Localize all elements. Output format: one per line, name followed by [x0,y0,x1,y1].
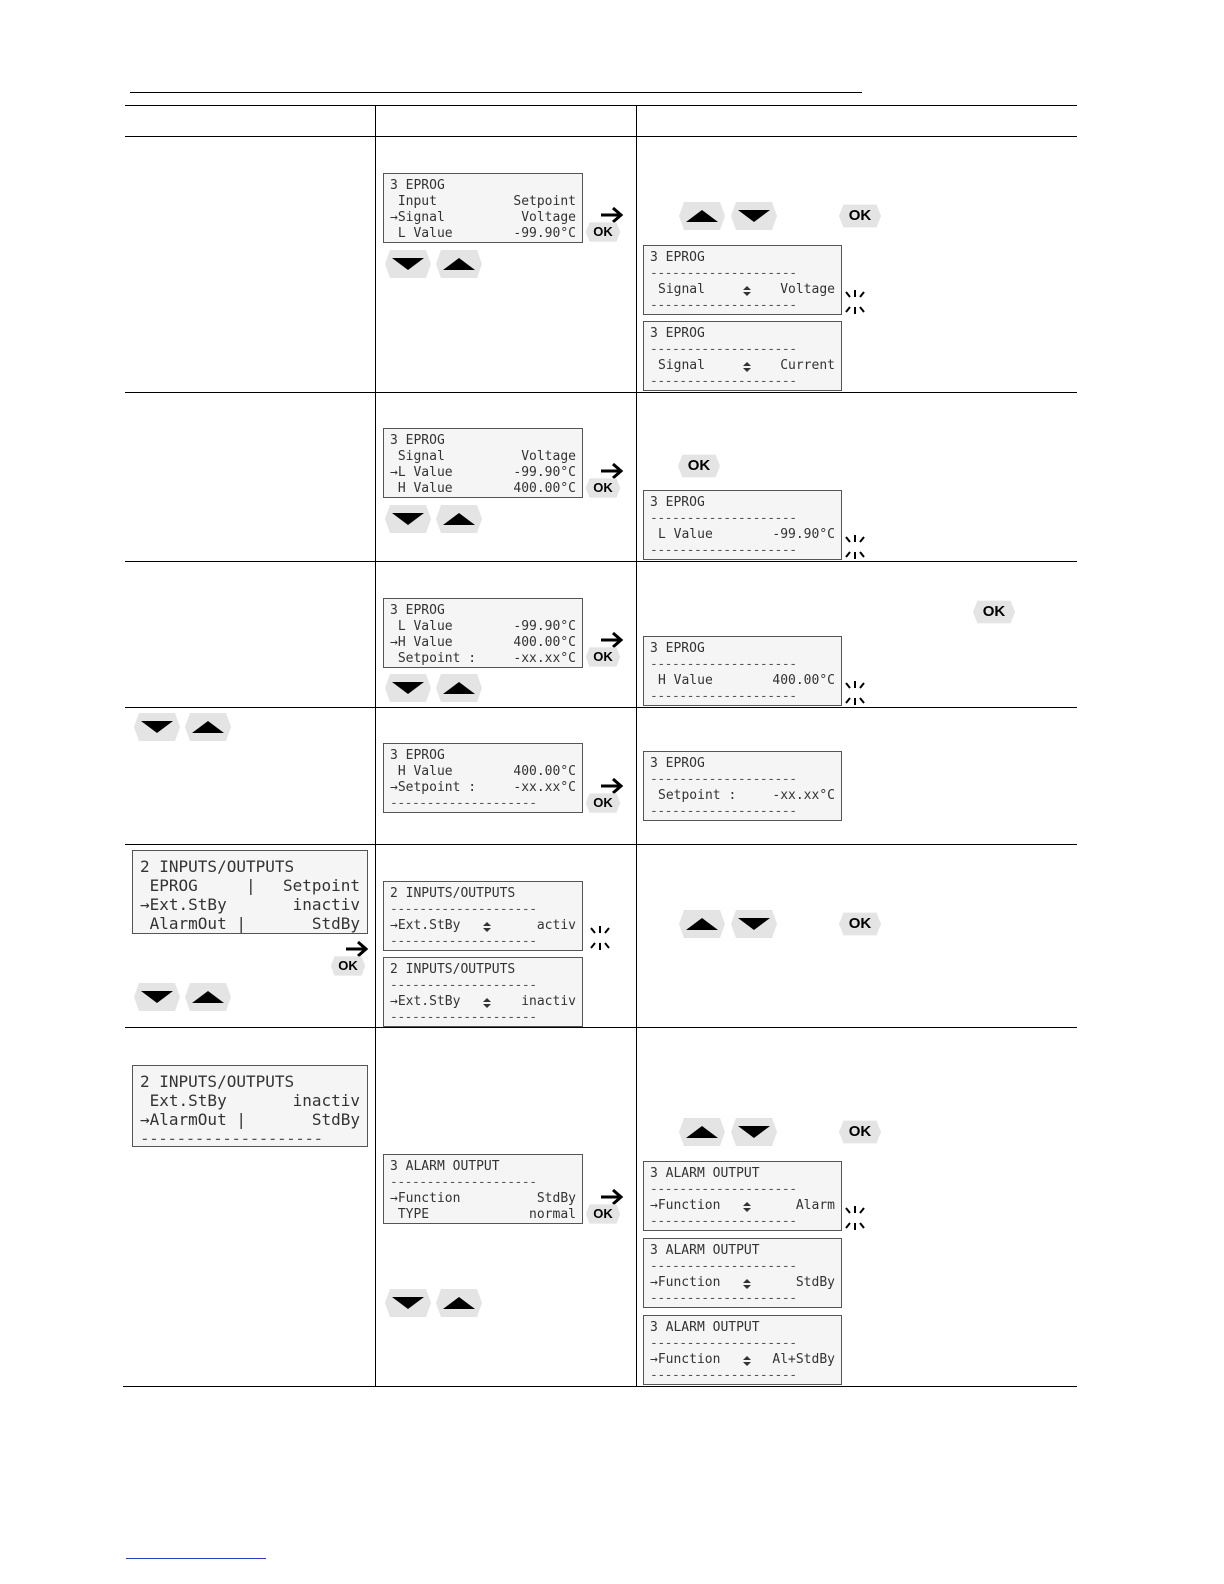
header-rule [130,92,862,93]
lcd-title: 3 EPROG [650,641,705,656]
updown-icon [742,1278,752,1290]
ok-key[interactable]: OK [585,792,621,814]
up-key-icon[interactable] [435,672,483,704]
lcd-eprog-hvalue-menu [383,598,583,668]
down-key-icon[interactable] [384,1287,432,1319]
lcd-title: 3 EPROG [650,495,705,510]
lcd-dashes: -------------------- [140,1129,323,1147]
down-key-icon[interactable] [384,672,432,704]
ok-key[interactable]: OK [677,453,721,479]
updown-icon [742,361,752,373]
lcd-title: 3 EPROG [390,178,445,193]
up-key-icon[interactable] [435,248,483,280]
lcd-line: L Value -99.90°C [658,527,835,542]
ok-key[interactable]: OK [838,911,882,937]
lcd-title: 2 INPUTS/OUTPUTS [140,1072,295,1091]
down-key-icon[interactable] [730,908,778,940]
lcd-dashes: -------------------- [390,978,537,993]
table-bottom-border [123,1386,1077,1387]
lcd-dashes: -------------------- [650,1291,797,1306]
table-header-border [125,136,1077,137]
lcd-dashes: -------------------- [650,298,797,313]
lcd-edit-function-alarm [643,1161,842,1231]
lcd-title: 3 ALARM OUTPUT [650,1243,760,1258]
lcd-eprog-lvalue-menu [383,428,583,498]
lcd-edit-extstby-inactiv [383,957,583,1027]
row-divider [125,844,1077,845]
lcd-line: Setpoint : -xx.xx°C [658,788,835,803]
lcd-title: 2 INPUTS/OUTPUTS [140,857,295,876]
lcd-line: Input Setpoint [390,194,576,209]
lcd-edit-lvalue [643,490,842,560]
lcd-title: 3 EPROG [390,748,445,763]
lcd-line: →Ext.StBy inactiv [390,994,576,1009]
up-key-icon[interactable] [678,908,726,940]
lcd-title: 3 ALARM OUTPUT [650,1320,760,1335]
up-key-icon[interactable] [184,711,232,743]
lcd-line-selected: →Function StdBy [390,1191,576,1206]
down-key-icon[interactable] [133,711,181,743]
lcd-title: 3 EPROG [390,433,445,448]
blink-icon [842,534,868,560]
lcd-line-selected: →Signal Voltage [390,210,576,225]
lcd-title: 3 ALARM OUTPUT [650,1166,760,1181]
ok-key[interactable]: OK [585,477,621,499]
lcd-line: AlarmOut | StdBy [140,914,360,933]
lcd-line: L Value -99.90°C [390,619,576,634]
lcd-dashes: -------------------- [650,1368,797,1383]
lcd-dashes: -------------------- [390,796,537,811]
lcd-eprog-setpoint-menu [383,743,583,813]
blink-icon [842,680,868,706]
blink-icon [842,289,868,315]
lcd-dashes: -------------------- [650,374,797,389]
lcd-line: →Function Alarm [650,1198,835,1213]
updown-icon [742,285,752,297]
lcd-dashes: -------------------- [390,1175,537,1190]
lcd-dashes: -------------------- [650,511,797,526]
lcd-dashes: -------------------- [650,657,797,672]
down-key-icon[interactable] [384,248,432,280]
lcd-title: 3 EPROG [650,326,705,341]
lcd-edit-function-al-stdby [643,1315,842,1385]
lcd-inputs-outputs-alarmout-menu [132,1065,368,1147]
ok-key[interactable]: OK [585,646,621,668]
lcd-dashes: -------------------- [650,543,797,558]
row-divider [125,1027,1077,1028]
lcd-line-selected: →AlarmOut | StdBy [140,1110,360,1129]
lcd-title: 3 EPROG [650,250,705,265]
lcd-line: L Value -99.90°C [390,226,576,241]
lcd-dashes: -------------------- [650,804,797,819]
lcd-dashes: -------------------- [650,689,797,704]
down-key-icon[interactable] [384,503,432,535]
lcd-line: H Value 400.00°C [390,764,576,779]
column-divider [375,105,376,1386]
lcd-line-selected: →Ext.StBy inactiv [140,895,360,914]
lcd-line: →Function StdBy [650,1275,835,1290]
up-key-icon[interactable] [435,1287,483,1319]
lcd-title: 2 INPUTS/OUTPUTS [390,962,516,977]
lcd-line: H Value 400.00°C [390,481,576,496]
ok-key[interactable]: OK [330,955,366,977]
ok-key[interactable]: OK [838,203,882,229]
lcd-dashes: -------------------- [650,1336,797,1351]
lcd-edit-setpoint [643,751,842,821]
lcd-line: Signal Voltage [390,449,576,464]
lcd-dashes: -------------------- [390,934,537,949]
lcd-line: Setpoint : -xx.xx°C [390,651,576,666]
column-divider [636,105,637,1386]
lcd-line: H Value 400.00°C [658,673,835,688]
lcd-line: TYPE normal [390,1207,576,1222]
lcd-title: 2 INPUTS/OUTPUTS [390,886,516,901]
down-key-icon[interactable] [730,1116,778,1148]
lcd-edit-extstby-activ [383,881,583,951]
row-divider [125,561,1077,562]
ok-key[interactable]: OK [585,1203,621,1225]
ok-key[interactable]: OK [585,221,621,243]
lcd-line-selected: →Setpoint : -xx.xx°C [390,780,576,795]
lcd-edit-signal-current [643,321,842,391]
lcd-edit-function-stdby [643,1238,842,1308]
lcd-eprog-signal-menu [383,173,583,243]
ok-key[interactable]: OK [972,599,1016,625]
lcd-line: Ext.StBy inactiv [140,1091,360,1110]
lcd-dashes: -------------------- [650,1214,797,1229]
lcd-line: →Function Al+StdBy [650,1352,835,1367]
up-key-icon[interactable] [435,503,483,535]
lcd-dashes: -------------------- [390,902,537,917]
row-divider [125,392,1077,393]
lcd-line-selected: →H Value 400.00°C [390,635,576,650]
lcd-dashes: -------------------- [650,266,797,281]
up-key-icon[interactable] [184,981,232,1013]
lcd-line: Signal Voltage [658,282,835,297]
updown-icon [482,997,492,1009]
table-top-border [125,105,1077,106]
lcd-line: →Ext.StBy activ [390,918,576,933]
updown-icon [742,1355,752,1367]
lcd-line: Signal Current [658,358,835,373]
updown-icon [742,1201,752,1213]
lcd-line-selected: →L Value -99.90°C [390,465,576,480]
lcd-alarm-output-menu [383,1154,583,1224]
updown-icon [482,921,492,933]
lcd-dashes: -------------------- [650,342,797,357]
lcd-edit-hvalue [643,636,842,706]
blink-icon [587,925,613,951]
lcd-dashes: -------------------- [390,1010,537,1025]
row-divider [125,707,1077,708]
lcd-dashes: -------------------- [650,772,797,787]
lcd-title: 3 ALARM OUTPUT [390,1159,500,1174]
up-key-icon[interactable] [678,1116,726,1148]
down-key-icon[interactable] [730,200,778,232]
footer-link-underline[interactable] [126,1558,266,1559]
lcd-title: 3 EPROG [650,756,705,771]
lcd-dashes: -------------------- [650,1182,797,1197]
ok-key[interactable]: OK [838,1119,882,1145]
lcd-line: EPROG | Setpoint [140,876,360,895]
lcd-dashes: -------------------- [650,1259,797,1274]
lcd-inputs-outputs-extstby-menu [132,850,368,934]
down-key-icon[interactable] [133,981,181,1013]
lcd-title: 3 EPROG [390,603,445,618]
blink-icon [842,1205,868,1231]
up-key-icon[interactable] [678,200,726,232]
lcd-edit-signal-voltage [643,245,842,315]
